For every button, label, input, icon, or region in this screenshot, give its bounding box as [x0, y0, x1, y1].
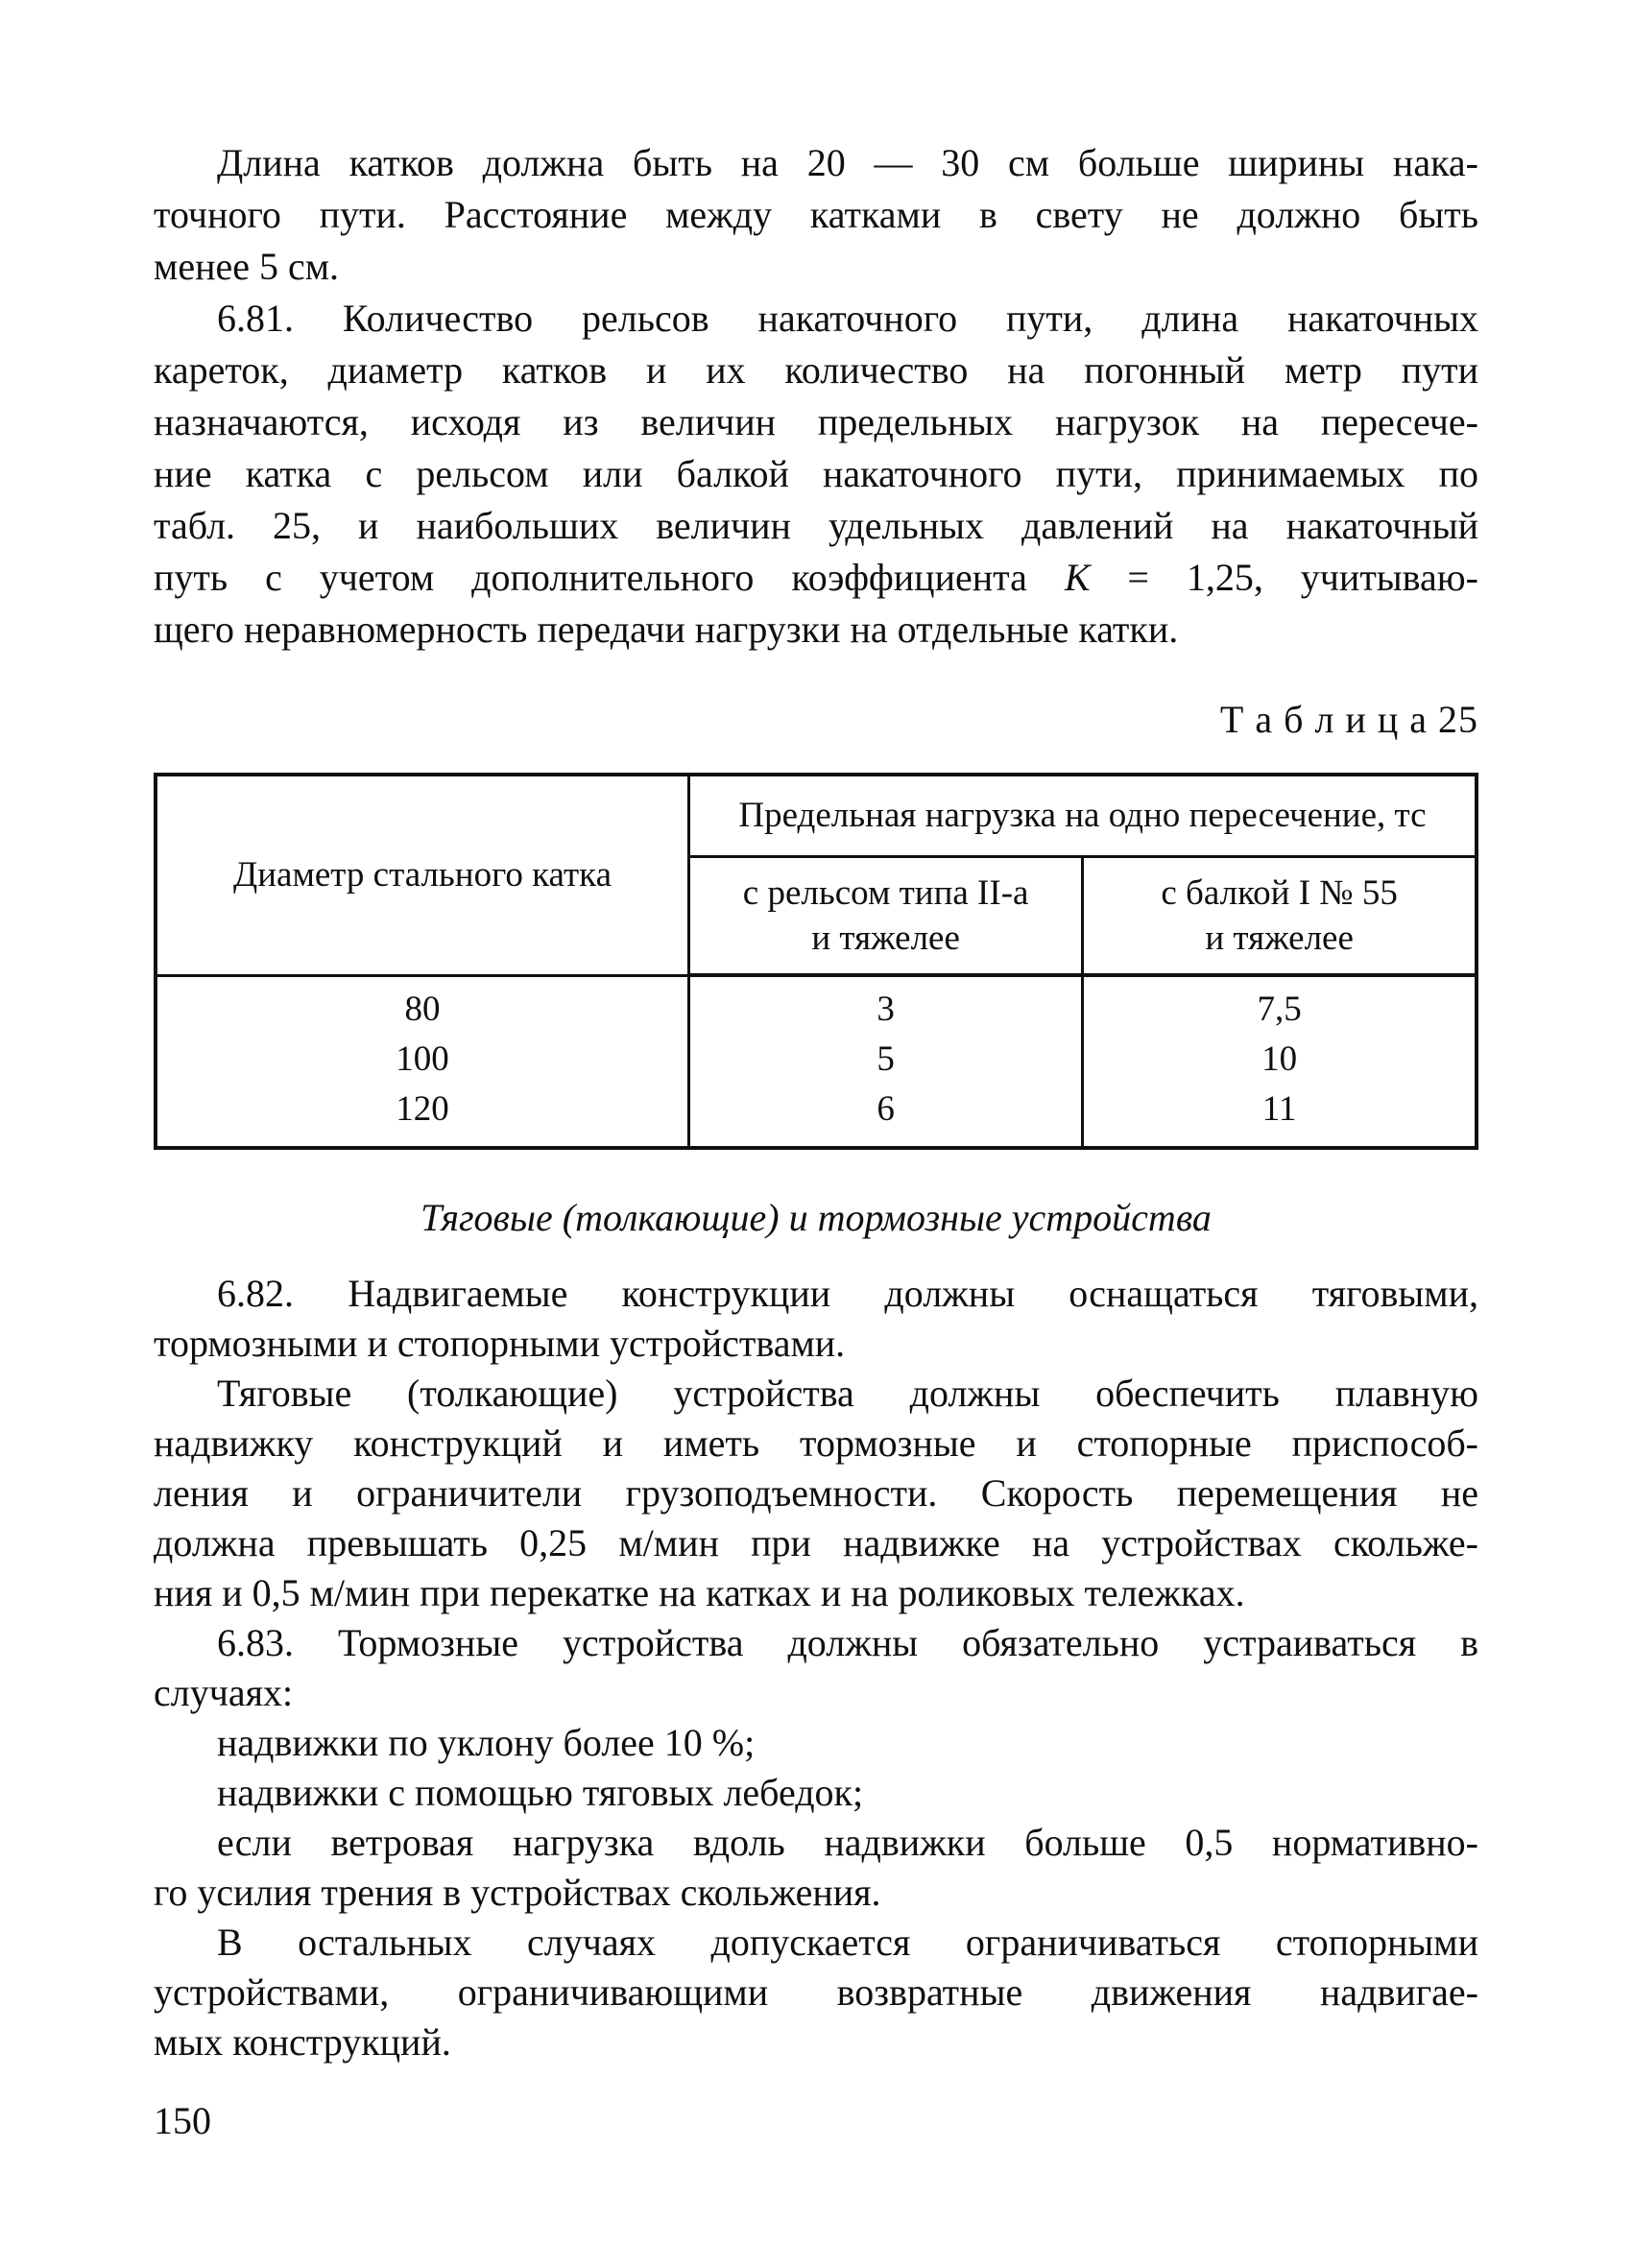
- text-line: ние катка с рельсом или балкой накаточного пути, принимаемых по: [154, 452, 1478, 495]
- table-cell-value: 6: [877, 1089, 895, 1129]
- table-subheader-line: и тяжелее: [811, 919, 960, 958]
- table-cell-value: 10: [1261, 1039, 1298, 1079]
- text-line: должна превышать 0,25 м/мин при надвижке на устройствах скольже-: [154, 1521, 1478, 1564]
- text-line: табл. 25, и наибольших величин удельных давлений на накаточный: [154, 504, 1478, 547]
- text-line: ния и 0,5 м/мин при перекатке на катках и на роликовых тележках.: [154, 1571, 1245, 1614]
- table-cell-value: 80: [404, 989, 441, 1029]
- paragraph-other-cases: [154, 1918, 1478, 2067]
- table-subheader-line: с рельсом типа II-а: [742, 873, 1029, 913]
- text-line: мых конструкций.: [154, 2020, 451, 2064]
- table-cell-value: 11: [1261, 1089, 1297, 1129]
- paragraph-wind-load: [154, 1818, 1478, 1918]
- paragraph-6-82: [154, 1269, 1478, 1369]
- list-item-slope: [154, 1718, 1478, 1768]
- paragraph-6-81: [154, 293, 1478, 656]
- table-cell-value: 3: [877, 990, 895, 1029]
- table-cell-value: 100: [396, 1039, 449, 1079]
- table-subheader-line: с балкой I № 55: [1161, 873, 1398, 913]
- text-line: если ветровая нагрузка вдоль надвижки больше 0,5 нормативно-: [217, 1821, 1478, 1864]
- text-line: щего неравномерность передачи нагрузки на отдельные катки.: [154, 608, 1179, 651]
- table-header-diameter: Диаметр стального катка: [156, 775, 689, 975]
- table-cell-value: 7,5: [1257, 990, 1302, 1029]
- table-column-beam-values: [1083, 975, 1477, 1148]
- section-heading: Тяговые (толкающие) и тормозные устройства: [420, 1196, 1212, 1239]
- paragraph-roller-length: [154, 137, 1478, 293]
- text-line: путь с учетом дополнительного коэффициента К = 1,25, учитываю-: [154, 556, 1478, 599]
- table-header-row: [156, 775, 1477, 857]
- text-line: менее 5 см.: [154, 245, 340, 288]
- text-line: Длина катков должна быть на 20 — 30 см больше ширины нака-: [217, 141, 1478, 184]
- table-cell-value: 120: [396, 1088, 449, 1129]
- text-line: устройствами, ограничивающими возвратные движения надвигае-: [154, 1970, 1478, 2014]
- table-subheader-rail: [689, 857, 1083, 976]
- text-line: надвижки с помощью тяговых лебедок;: [217, 1771, 864, 1814]
- text-line: го усилия трения в устройствах скольжения.: [154, 1871, 881, 1914]
- paragraph-6-83: [154, 1618, 1478, 1718]
- table-25: [154, 773, 1478, 1150]
- paragraph-traction-devices: [154, 1369, 1478, 1618]
- table-cell-value: 5: [877, 1039, 895, 1079]
- table-header-load-group: Предельная нагрузка на одно пересечение, тс: [689, 775, 1477, 857]
- text-line: Тяговые (толкающие) устройства должны обеспечить плавную: [217, 1372, 1478, 1415]
- text-line: кареток, диаметр катков и их количество на погонный метр пути: [154, 348, 1478, 392]
- table-subheader-beam: [1083, 857, 1477, 976]
- table-body-row: [156, 975, 1477, 1148]
- table-column-diameter-values: [156, 975, 689, 1148]
- text-line: случаях:: [154, 1671, 294, 1714]
- table-subheader-line: и тяжелее: [1205, 919, 1354, 958]
- text-line: надвижку конструкций и иметь тормозные и стопорные приспособ-: [154, 1421, 1478, 1465]
- text-line: назначаются, исходя из величин предельных нагрузок на пересече-: [154, 400, 1478, 443]
- text-line: 6.81. Количество рельсов накаточного пути, длина накаточных: [217, 297, 1478, 340]
- text-line: 6.83. Тормозные устройства должны обязательно устраиваться в: [217, 1621, 1478, 1664]
- text-line: В остальных случаях допускается ограничиваться стопорными: [217, 1921, 1478, 1964]
- text-line: надвижки по уклону более 10 %;: [217, 1721, 756, 1764]
- text-line: ления и ограничители грузоподъемности. Скорость перемещения не: [154, 1471, 1478, 1515]
- text-line: 6.82. Надвигаемые конструкции должны оснащаться тяговыми,: [217, 1272, 1478, 1315]
- text-line: тормозными и стопорными устройствами.: [154, 1322, 846, 1365]
- page-number: 150: [154, 2099, 211, 2142]
- table-column-rail-values: [689, 975, 1083, 1148]
- text-line: точного пути. Расстояние между катками в свету не должно быть: [154, 193, 1478, 236]
- list-item-winch: [154, 1768, 1478, 1818]
- table-caption: Т а б л и ц а 25: [1219, 698, 1478, 741]
